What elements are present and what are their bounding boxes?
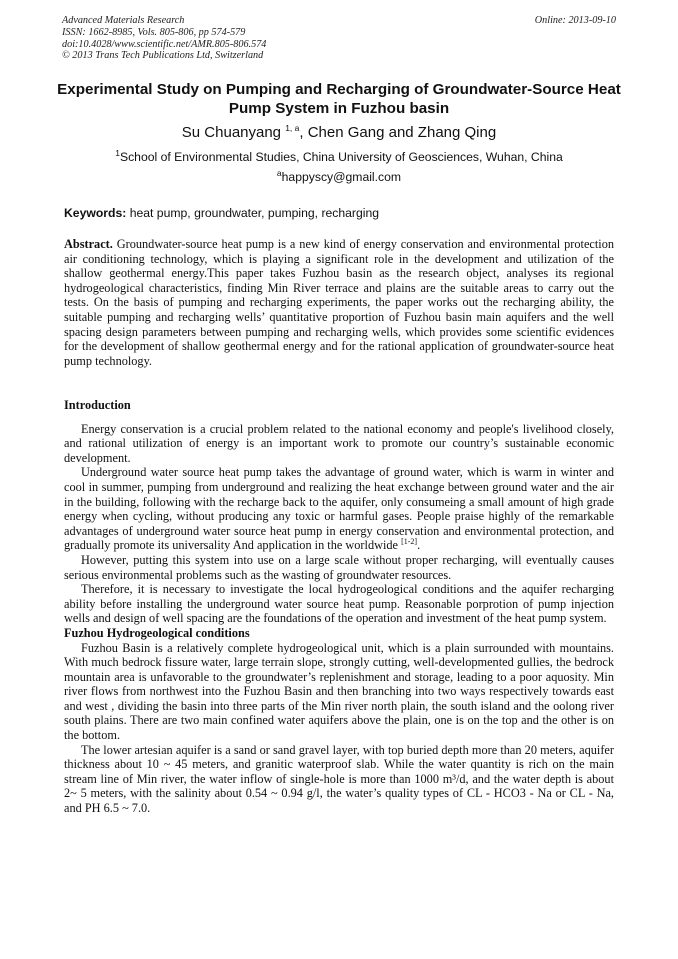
keywords-text: heat pump, groundwater, pumping, recharging xyxy=(129,206,380,220)
intro-paragraph-2-text: Underground water source heat pump takes the advantage of ground water, which is warm in winter and cool in summer, pumping from underground and realizing the heat exchange between ground water and the air in the building, following with the recharge back to the aquifer, only consumeing a small amount of high grade energy when cycling, without producing any toxic or harmful gases. People praise highly of the remarkable advantages of underground water source heat pump in energy conservation and environmental protection, and gradually promote its universality And application in the worldwide xyxy=(64,465,614,553)
doi-line: doi:10.4028/www.scientific.net/AMR.805-806.574 xyxy=(62,38,267,50)
fuzhou-paragraph-1: Fuzhou Basin is a relatively complete hydrogeological unit, which is a plain surrounded with mountains. With much bedrock fissure water, large terrain slope, strongly cutting, well-developmented gullies, the bedrock mountain area is unfavorable to the groundwater’s replenishment and storage, leading to a poor aquosity. Min river flows from northwest into the Fuzhou Basin and then branching into two ways respectively towards east and west , dividing the basin into three parts of the Min river north plain, the south island and the oolong river south plains. There are two main confined water aquifers above the plain, one is on the top and the other is on the bottom. xyxy=(64,640,614,743)
intro-paragraph-3: However, putting this system into use on a large scale without proper recharging, will eventually causes serious environmental problems such as the wasting of groundwater resources. xyxy=(64,552,614,582)
citation-ref: [1-2] xyxy=(401,537,418,547)
intro-paragraph-2 xyxy=(64,465,614,553)
abstract xyxy=(64,237,614,368)
copyright-line: © 2013 Trans Tech Publications Ltd, Switzerland xyxy=(62,50,264,62)
other-authors: , Chen Gang and Zhang Qing xyxy=(299,124,497,141)
fuzhou-heading: Fuzhou Hydrogeological conditions xyxy=(64,625,250,640)
main-body xyxy=(64,398,614,816)
journal-name: Advanced Materials Research xyxy=(62,15,185,26)
intro-paragraph-4: Therefore, it is necessary to investigate the local hydrogeological conditions and the aquifer recharging ability before installing the underground water source heat pump. Reasonable porprotion of pump injection wells and design of well spacing are the foundations of the operation and investment of the heat pump system. xyxy=(64,582,614,626)
keywords xyxy=(64,206,614,220)
affiliation-text: School of Environmental Studies, China University of Geosciences, Wuhan, China xyxy=(119,150,563,164)
email-line xyxy=(0,167,678,184)
keywords-label: Keywords: xyxy=(64,206,127,220)
fuzhou-paragraph-2: The lower artesian aquifer is a sand or sand gravel layer, with top buried depth more than 20 meters, aquifer thickness about 10 ~ 45 meters, and granitic waterproof slab. While the water quantity is rich on the main stream line of Min river, the water inflow of single-hole is more than 1000 m³/d, and the water depth is about 2~ 5 meters, with the salinity about 0.54 ~ 0.94 g/l, the water’s quality types of CL - HCO3 - Na or CL - Na, and PH 6.5 ~ 7.0. xyxy=(64,742,614,816)
paper-title: Experimental Study on Pumping and Recharging of Groundwater-Source Heat Pump System in Fuzhou basin xyxy=(57,81,621,117)
online-date: Online: 2013-09-10 xyxy=(534,15,616,26)
affiliation xyxy=(0,147,678,164)
journal-header xyxy=(62,15,616,62)
abstract-text: Groundwater-source heat pump is a new kind of energy conservation and environmental protection air conditioning technology, which is playing a significant role in the development and utilization of the shallow geothermal energy.This paper takes Fuzhou basin as the research object, analyses its regional hydrogeological characteristics, finding Min River terrace and plains are the suitable areas to carry out the tests. On the basis of pumping and recharging experiments, the paper works out the recharging ability, the suitable pumping and recharging wells’ quantitative proportion of Fuzhou basin main aquifers and the well spacing design parameters between pumping and recharging wells, which provides some scientific evidences for the development of shallow geothermal energy and for the rational application of groundwater-source heat pump technology. xyxy=(64,237,614,368)
abstract-label: Abstract. xyxy=(64,237,113,251)
email-address[interactable]: happyscy@gmail.com xyxy=(281,170,402,184)
author-line xyxy=(0,124,678,141)
first-author-sup: 1, a xyxy=(285,123,300,133)
intro-paragraph-1: Energy conservation is a crucial problem related to the national economy and people's livelihood closely, and rational utilization of energy is an important work to promote our country’s sustainable economic development. xyxy=(64,421,614,465)
introduction-heading: Introduction xyxy=(64,398,131,412)
intro-paragraph-2-end: . xyxy=(417,538,421,553)
first-author: Su Chuanyang xyxy=(181,124,282,141)
issn-line: ISSN: 1662-8985, Vols. 805-806, pp 574-579 xyxy=(62,26,246,38)
affiliation-sup: 1 xyxy=(115,147,120,158)
email-sup: a xyxy=(276,167,282,178)
